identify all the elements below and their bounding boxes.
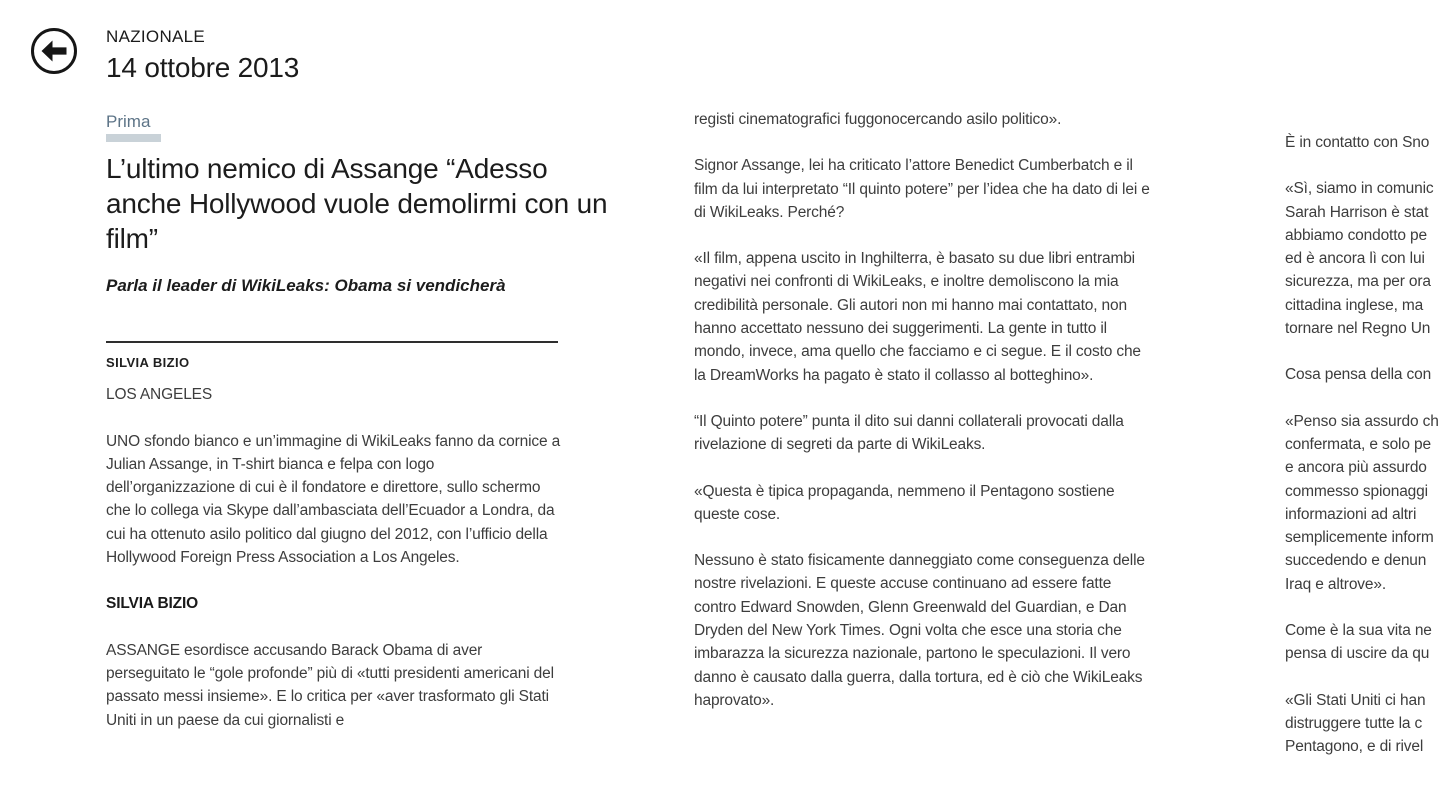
- interview-question: Signor Assange, lei ha criticato l’attore Benedict Cumberbatch e il film da lui interpretato “Il quinto potere” per l’idea che ha dato di lei e di WikiLeaks. Perché?: [694, 157, 1150, 221]
- body-paragraph: registi cinematografici fuggonocercando asilo politico».: [694, 111, 1062, 128]
- tab-prima-label: Prima: [106, 112, 151, 131]
- body-paragraph: ASSANGE esordisce accusando Barack Obama di aver perseguitato le “gole profonde” più di «tutti presidenti americani del passato messi insieme». E lo critica per «aver trasformato gli Stati Uniti in un paese da cui giornalisti e: [106, 641, 554, 729]
- text-line: distruggere tutte la c: [1285, 714, 1423, 732]
- interview-answer: «Questa è tipica propaganda, nemmeno il Pentagono sostiene queste cose.: [694, 482, 1115, 523]
- interview-answer: «Il film, appena uscito in Inghilterra, è basato su due libri entrambi negativi nei confronti di WikiLeaks, e inoltre demoliscono la mia credibilità personale. Gli autori non mi hanno mai contattato, non hanno accettato nessuno dei suggerimenti. La gente in tutto il mondo, invece, ama quello che facciamo e ci segue. E il costo che la DreamWorks ha pagato è stato il collasso al botteghino».: [694, 250, 1141, 384]
- text-line: «Sì, siamo in comunic: [1285, 180, 1434, 198]
- article-title: L’ultimo nemico di Assange “Adesso anche Hollywood vuole demolirmi con un film”: [106, 153, 608, 254]
- text-line: Pentagono, e di rivel: [1285, 738, 1424, 756]
- byline-author: SILVIA BIZIO: [106, 355, 190, 370]
- edition-date: 14 ottobre 2013: [106, 52, 300, 83]
- text-line: confermata, e solo pe: [1285, 435, 1431, 453]
- text-line: pensa di uscire da qu: [1285, 645, 1430, 663]
- section-name: NAZIONALE: [106, 27, 206, 46]
- byline-divider: [106, 341, 558, 343]
- text-line: semplicemente inform: [1285, 529, 1434, 547]
- text-line: e ancora più assurdo: [1285, 459, 1427, 477]
- text-line: abbiamo condotto pe: [1285, 226, 1427, 244]
- text-line: succedendo e denun: [1285, 552, 1427, 570]
- interview-question: [1285, 131, 1440, 154]
- body-subhead: SILVIA BIZIO: [106, 595, 199, 613]
- tab-prima[interactable]: [106, 112, 161, 142]
- text-line: cittadina inglese, ma: [1285, 296, 1424, 314]
- text-line: Come è la sua vita ne: [1285, 622, 1432, 640]
- article-subtitle: Parla il leader di WikiLeaks: Obama si vendicherà: [106, 276, 506, 295]
- text-line: sicurezza, ma per ora: [1285, 273, 1431, 291]
- interview-answer: [1285, 689, 1440, 759]
- text-line: Cosa pensa della con: [1285, 366, 1432, 384]
- text-line: commesso spionaggi: [1285, 482, 1428, 500]
- text-line: «Penso sia assurdo ch: [1285, 412, 1439, 430]
- text-line: «Gli Stati Uniti ci han: [1285, 691, 1426, 709]
- article-column-1: [106, 341, 564, 755]
- text-line: È in contatto con Sno: [1285, 134, 1430, 151]
- arrow-left-circle-icon: [29, 26, 79, 76]
- interview-question: [1285, 363, 1440, 386]
- interview-answer: [1285, 410, 1440, 596]
- body-paragraph: UNO sfondo bianco e un’immagine di WikiLeaks fanno da cornice a Julian Assange, in T-shirt bianca e felpa con logo dell’organizzazione di cui è il fondatore e direttore, sullo schermo che lo collega via Skype dall’ambasciata dell’Ecuador a Londra, da cui ha ottenuto asilo politico dal giugno del 2012, con l’ufficio della Hollywood Foreign Press Association a Los Angeles.: [106, 432, 561, 567]
- article-column-2: [694, 108, 1156, 735]
- text-line: Iraq e altrove».: [1285, 575, 1386, 593]
- interview-answer: [1285, 177, 1440, 340]
- byline-dateline: LOS ANGELES: [106, 386, 213, 404]
- article-column-3: [1285, 131, 1440, 782]
- text-line: ed è ancora lì con lui: [1285, 250, 1425, 268]
- text-line: tornare nel Regno Un: [1285, 320, 1431, 338]
- text-line: Sarah Harrison è stat: [1285, 203, 1429, 221]
- tab-active-indicator: [106, 134, 161, 142]
- back-button[interactable]: [29, 26, 79, 76]
- body-paragraph: “Il Quinto potere” punta il dito sui danni collaterali provocati dalla rivelazione di segreti da parte di WikiLeaks.: [694, 412, 1124, 454]
- text-line: informazioni ad altri: [1285, 505, 1417, 523]
- interview-answer: Nessuno è stato fisicamente danneggiato come conseguenza delle nostre rivelazioni. E queste accuse continuano ad essere fatte contro Edward Snowden, Glenn Greenwald del Guardian, e Dan Dryden del New York Times. Ogni volta che esce una storia che imbarazza la sicurezza nazionale, partono le speculazioni. Il vero danno è causato dalla guerra, dalla tortura, ed è ciò che WikiLeaks haprovato».: [694, 552, 1145, 709]
- masthead: [106, 27, 299, 83]
- interview-question: [1285, 619, 1440, 666]
